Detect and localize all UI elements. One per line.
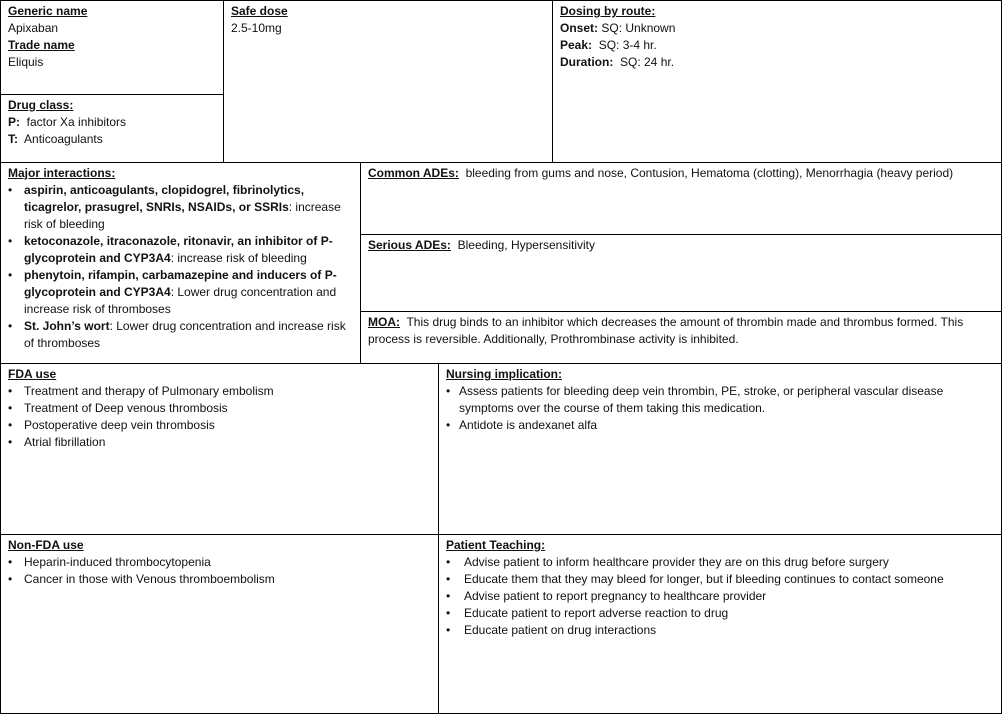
interaction-item: • St. John’s wort: Lower drug concentration and increase risk of thromboses [8,318,356,352]
non-fda-use-cell [0,534,439,714]
interactions-list [8,182,356,352]
common-ades-line [368,165,994,182]
moa-text [368,314,987,347]
safe-dose-cell [223,0,553,163]
duration-label: Duration: [560,55,614,69]
interaction-item: • aspirin, anticoagulants, clopidogrel, fibrinolytics, ticagrelor, prasugrel, SNRIs, NSAIDs, or SSRIs: increase risk of bleeding [8,182,356,233]
drug-class-pharmacologic [8,114,216,131]
fda-use-list [8,383,431,451]
teaching-item: • Educate patient to report adverse reaction to drug [446,605,994,622]
common-ades-cell [360,162,1002,235]
drug-class-t-label: T: [8,132,18,146]
teaching-item: • Educate them that they may bleed for longer, but if bleeding continues to contact someone [446,571,994,588]
onset-label: Onset: [560,21,599,35]
moa-value: This drug binds to an inhibitor which decreases the amount of thrombin made and thrombus formed. This process is reversible. Additionally, Prothrombinase activity is inhibited. [368,315,964,346]
fda-use-item: • Atrial fibrillation [8,434,431,451]
dosing-heading: Dosing by route: [560,4,656,18]
fda-use-cell [0,363,439,535]
interactions-heading: Major interactions: [8,166,116,180]
serious-ades-value: Bleeding, Hypersensitivity [457,238,595,252]
teaching-heading: Patient Teaching: [446,538,546,552]
moa-cell [360,311,1002,364]
nursing-list [446,383,994,434]
common-ades-heading: Common ADEs: [368,166,459,180]
teaching-item: • Advise patient to inform healthcare provider they are on this drug before surgery [446,554,994,571]
teaching-list [446,554,994,639]
serious-ades-line [368,237,994,254]
trade-name-value: Eliquis [8,55,44,69]
drug-class-t-value: Anticoagulants [24,132,103,146]
interactions-cell [0,162,361,364]
trade-name-heading: Trade name [8,38,75,52]
serious-ades-heading: Serious ADEs: [368,238,451,252]
drug-class-cell [0,94,224,163]
peak-value: SQ: 3-4 hr. [598,38,657,52]
fda-use-item: • Postoperative deep vein thrombosis [8,417,431,434]
dosing-duration [560,54,994,71]
nursing-heading: Nursing implication: [446,367,563,381]
safe-dose-heading: Safe dose [231,4,288,18]
drug-class-therapeutic [8,131,216,148]
nursing-item: • Assess patients for bleeding deep vein thrombin, PE, stroke, or peripheral vascular disease symptoms over the course of them taking this medication. [446,383,994,417]
serious-ades-cell [360,234,1002,312]
peak-label: Peak: [560,38,593,52]
non-fda-use-list [8,554,431,588]
duration-value: SQ: 24 hr. [620,55,675,69]
dosing-onset [560,20,994,37]
nursing-item: • Antidote is andexanet alfa [446,417,994,434]
onset-value: SQ: Unknown [601,21,676,35]
generic-trade-cell [0,0,224,95]
generic-name-value: Apixaban [8,21,59,35]
drug-class-p-label: P: [8,115,20,129]
non-fda-use-item: • Cancer in those with Venous thromboembolism [8,571,431,588]
teaching-item: • Advise patient to report pregnancy to healthcare provider [446,588,994,605]
drug-class-heading: Drug class: [8,98,74,112]
non-fda-use-item: • Heparin-induced thrombocytopenia [8,554,431,571]
fda-use-item: • Treatment and therapy of Pulmonary embolism [8,383,431,400]
dosing-cell [552,0,1002,163]
non-fda-use-heading: Non-FDA use [8,538,84,552]
safe-dose-value: 2.5-10mg [231,21,282,35]
teaching-cell [438,534,1002,714]
fda-use-item: • Treatment of Deep venous thrombosis [8,400,431,417]
fda-use-heading: FDA use [8,367,57,381]
drug-class-p-value: factor Xa inhibitors [26,115,127,129]
interaction-item: • phenytoin, rifampin, carbamazepine and inducers of P-glycoprotein and CYP3A4: Lower drug concentration and increase risk of thromboses [8,267,356,318]
teaching-item: • Educate patient on drug interactions [446,622,994,639]
interaction-item: • ketoconazole, itraconazole, ritonavir, an inhibitor of P-glycoprotein and CYP3A4: increase risk of bleeding [8,233,356,267]
nursing-cell [438,363,1002,535]
generic-name-heading: Generic name [8,4,88,18]
common-ades-value: bleeding from gums and nose, Contusion, Hematoma (clotting), Menorrhagia (heavy period) [465,166,954,180]
moa-heading: MOA: [368,315,400,329]
dosing-peak [560,37,994,54]
